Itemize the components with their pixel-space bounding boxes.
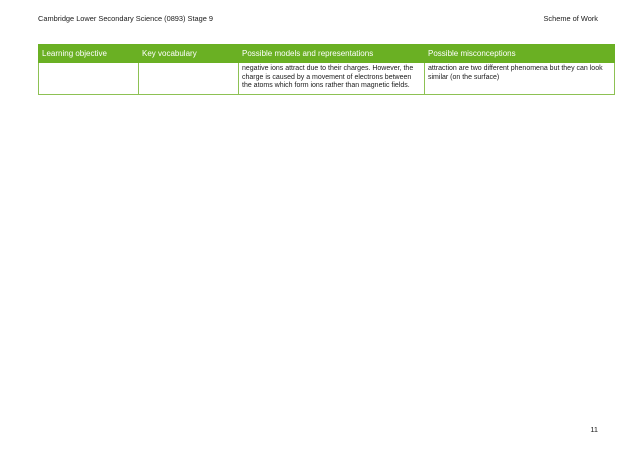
cell-key-vocabulary xyxy=(139,63,239,95)
table-header-row xyxy=(39,45,615,63)
column-header-learning-objective: Learning objective xyxy=(39,45,139,63)
page-number: 11 xyxy=(590,425,598,434)
column-header-misconceptions: Possible misconceptions xyxy=(425,45,615,63)
document-title: Cambridge Lower Secondary Science (0893) Stage 9 xyxy=(38,14,214,23)
column-header-key-vocabulary: Key vocabulary xyxy=(139,45,239,63)
scheme-of-work-table xyxy=(38,44,615,95)
page-header xyxy=(38,12,598,26)
cell-misconceptions: attraction are two different phenomena but they can look similar (on the surface) xyxy=(425,63,615,95)
cell-models: negative ions attract due to their charges. However, the charge is caused by a movement of electrons between the atoms which form ions rather than magnetic fields. xyxy=(239,63,425,95)
document-type: Scheme of Work xyxy=(543,14,598,23)
scheme-table-container xyxy=(38,44,603,95)
cell-learning-objective xyxy=(39,63,139,95)
table-row xyxy=(39,63,615,95)
column-header-models: Possible models and representations xyxy=(239,45,425,63)
